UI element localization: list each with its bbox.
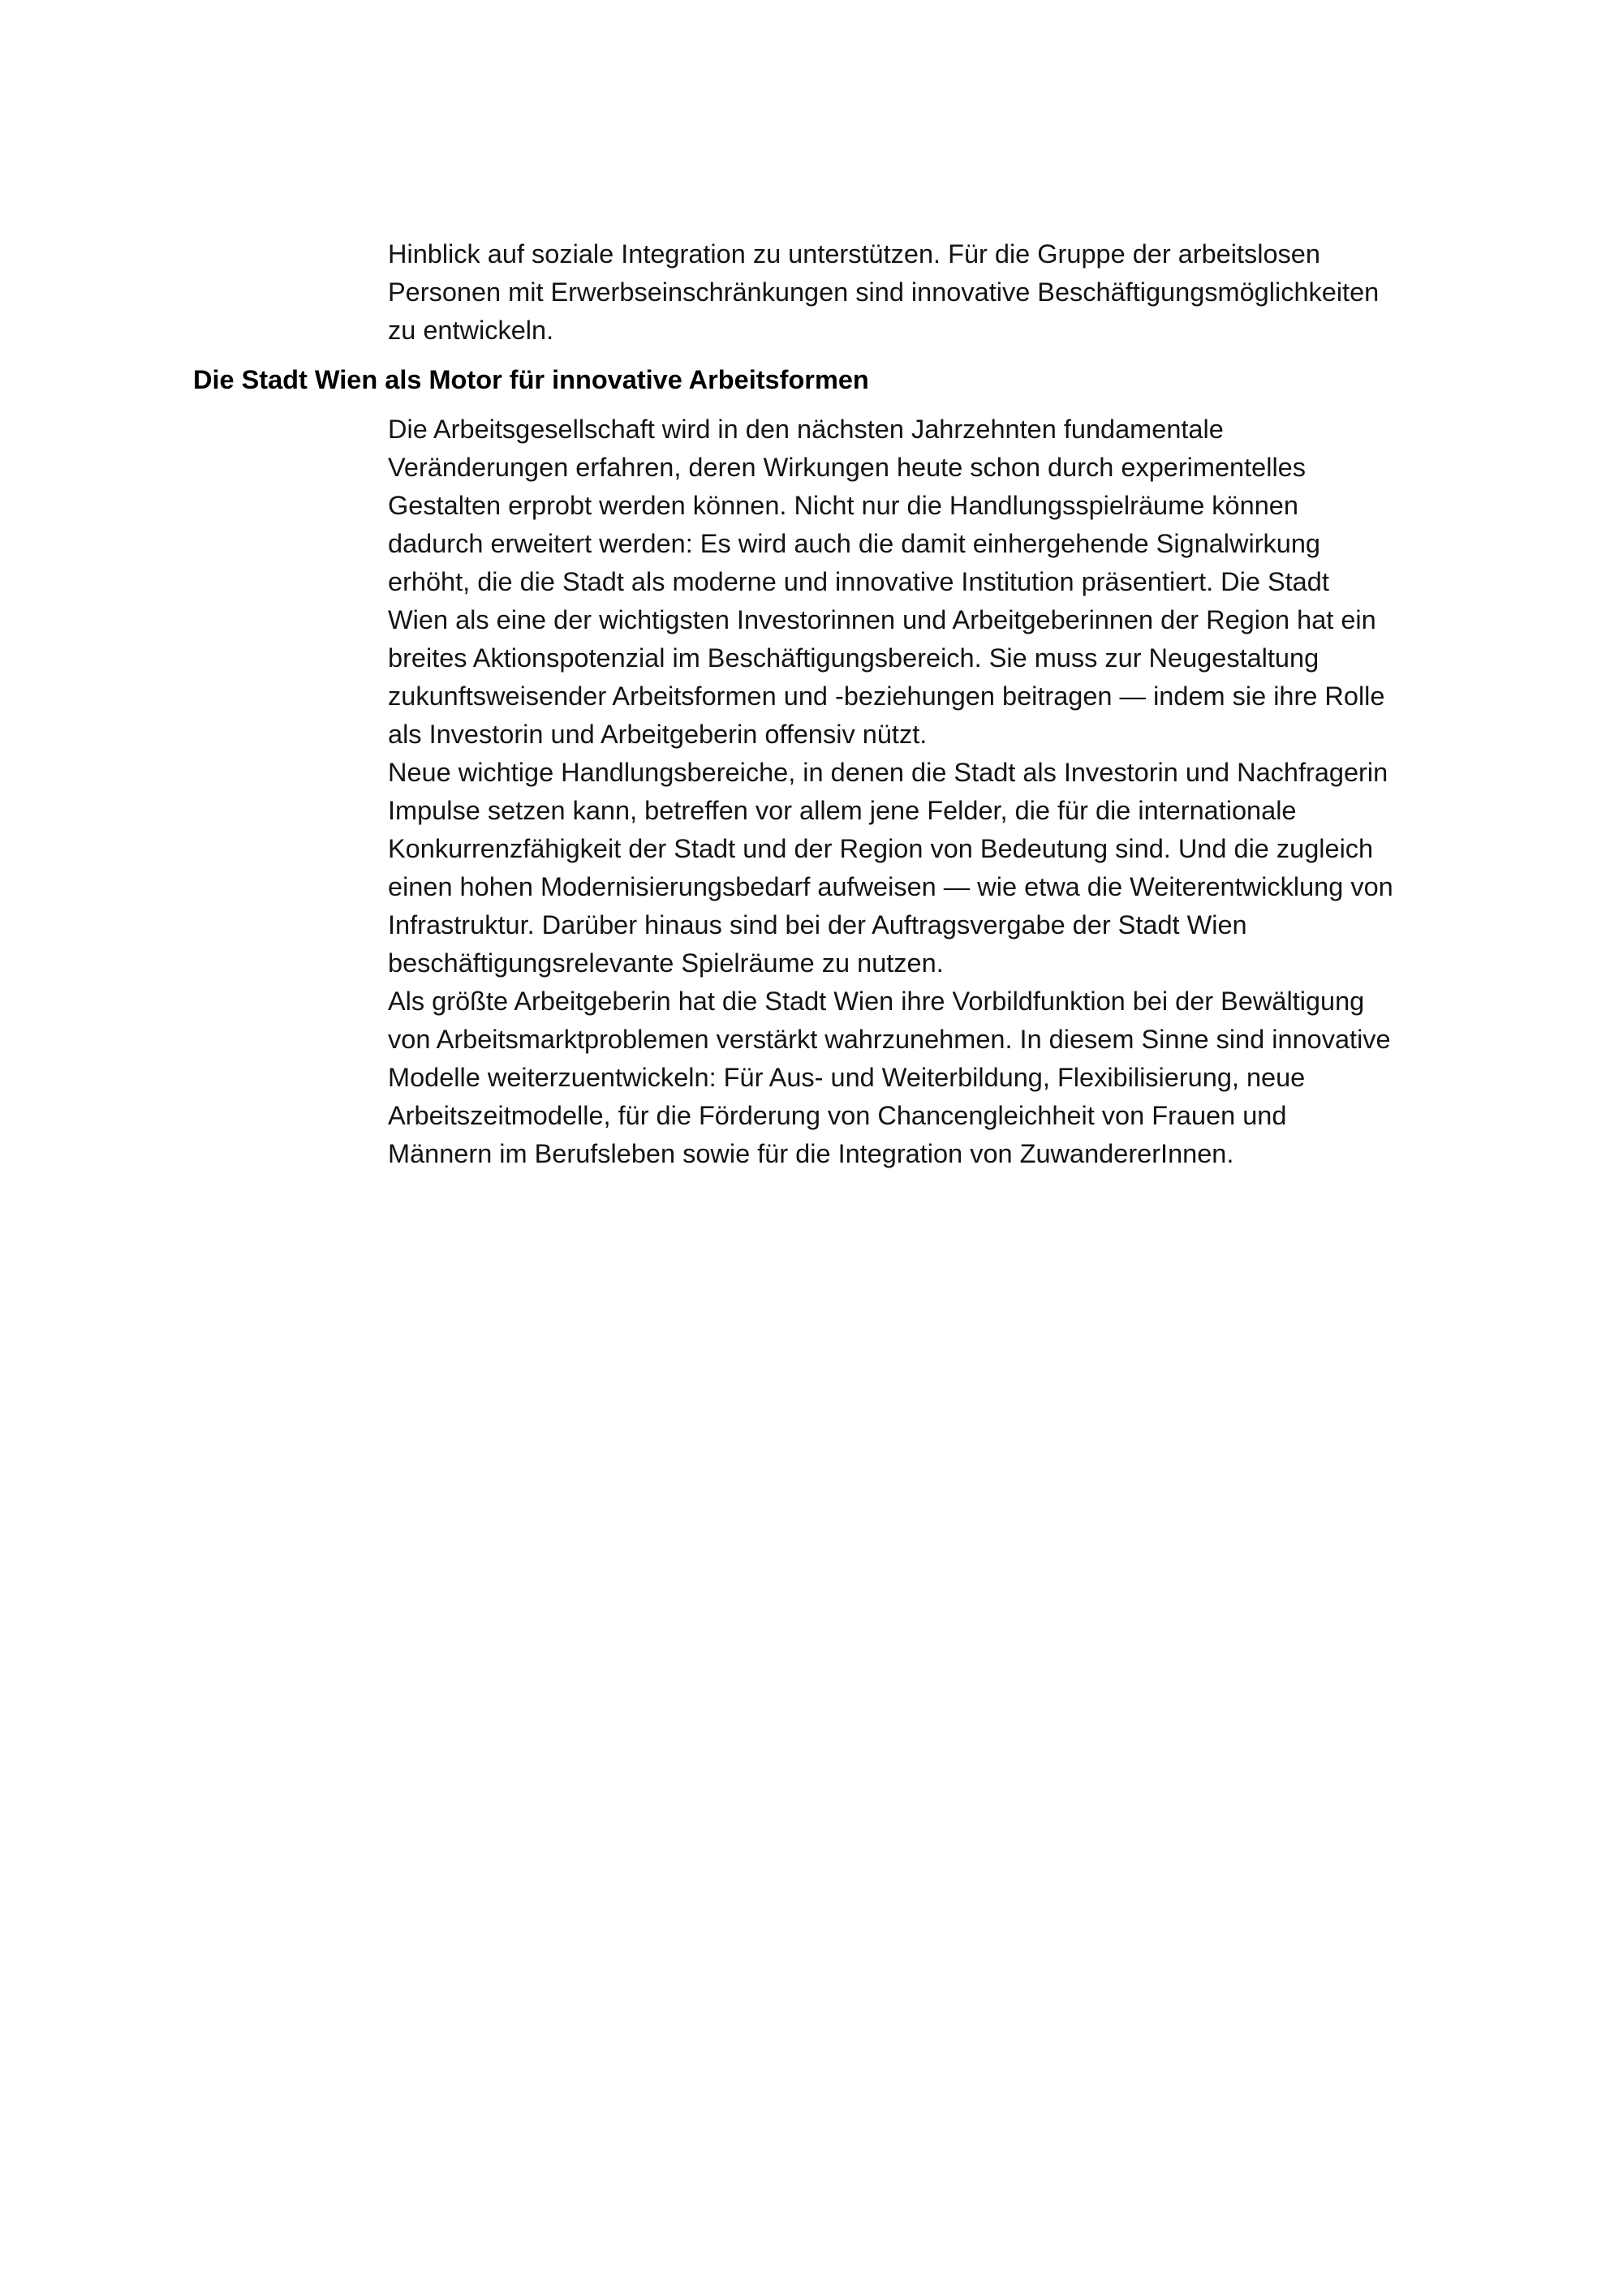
paragraph-line: Als größte Arbeitgeberin hat die Stadt Wien ihre Vorbildfunktion bei der Bewältigung: [388, 987, 1365, 1016]
section-heading: Die Stadt Wien als Motor für innovative Arbeitsformen: [193, 365, 869, 394]
paragraph-line: dadurch erweitert werden: Es wird auch die damit einhergehende Signalwirkung: [388, 529, 1320, 558]
paragraph-line: beschäftigungsrelevante Spielräume zu nutzen.: [388, 948, 944, 978]
intro-line: Personen mit Erwerbseinschränkungen sind innovative Beschäftigungsmöglichkeiten: [388, 277, 1380, 307]
paragraph-line: Impulse setzen kann, betreffen vor allem jene Felder, die für die internationale: [388, 796, 1297, 825]
paragraph-line: einen hohen Modernisierungsbedarf aufweisen — wie etwa die Weiterentwicklung von: [388, 872, 1393, 901]
intro-line: zu entwickeln.: [388, 316, 554, 345]
paragraph-line: zukunftsweisender Arbeitsformen und -beziehungen beitragen — indem sie ihre Rolle: [388, 681, 1385, 711]
paragraph-line: Veränderungen erfahren, deren Wirkungen heute schon durch experimentelles: [388, 453, 1306, 482]
paragraph-line: Arbeitszeitmodelle, für die Förderung von Chancengleichheit von Frauen und: [388, 1101, 1287, 1130]
paragraph-line: als Investorin und Arbeitgeberin offensiv nützt.: [388, 720, 928, 749]
intro-line: Hinblick auf soziale Integration zu unterstützen. Für die Gruppe der arbeitslosen: [388, 239, 1320, 269]
paragraph-line: erhöht, die die Stadt als moderne und innovative Institution präsentiert. Die Stadt: [388, 567, 1329, 596]
paragraph-line: Neue wichtige Handlungsbereiche, in denen die Stadt als Investorin und Nachfragerin: [388, 758, 1388, 787]
paragraph-line: Wien als eine der wichtigsten Investorinnen und Arbeitgeberinnen der Region hat ein: [388, 605, 1376, 634]
paragraph-line: breites Aktionspotenzial im Beschäftigungsbereich. Sie muss zur Neugestaltung: [388, 643, 1319, 673]
paragraph-line: Männern im Berufsleben sowie für die Integration von ZuwandererInnen.: [388, 1139, 1234, 1168]
paragraph-line: Konkurrenzfähigkeit der Stadt und der Region von Bedeutung sind. Und die zugleich: [388, 834, 1374, 863]
paragraph-line: Modelle weiterzuentwickeln: Für Aus- und Weiterbildung, Flexibilisierung, neue: [388, 1063, 1306, 1092]
paragraph-line: Gestalten erprobt werden können. Nicht nur die Handlungsspielräume können: [388, 491, 1298, 520]
paragraph-line: von Arbeitsmarktproblemen verstärkt wahrzunehmen. In diesem Sinne sind innovative: [388, 1025, 1391, 1054]
paragraph-line: Infrastruktur. Darüber hinaus sind bei der Auftragsvergabe der Stadt Wien: [388, 910, 1247, 939]
paragraph-line: Die Arbeitsgesellschaft wird in den nächsten Jahrzehnten fundamentale: [388, 415, 1224, 444]
